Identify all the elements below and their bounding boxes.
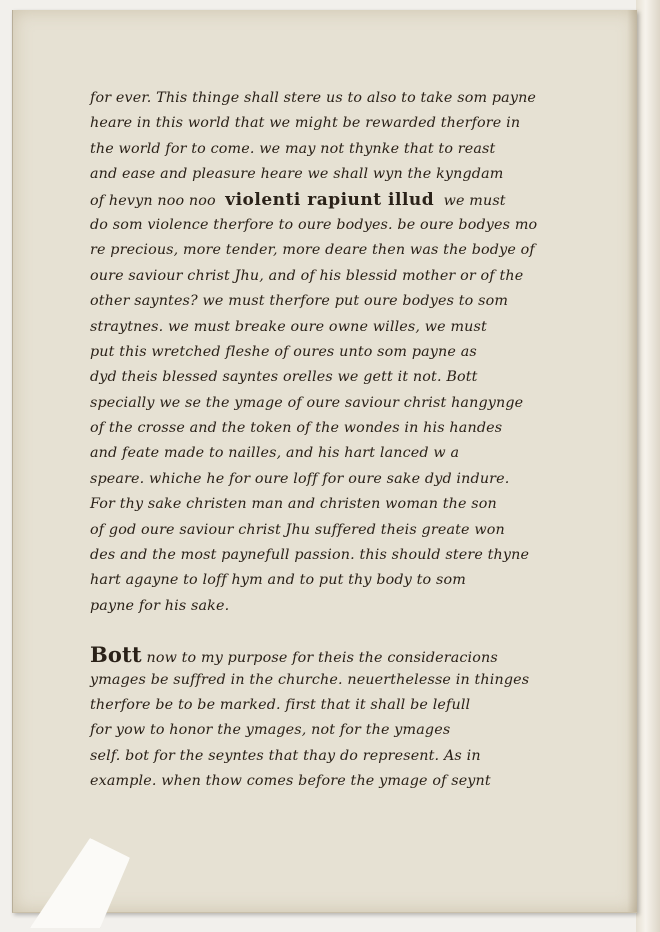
text-line: example. when thow comes before the ymage of seynt <box>90 773 491 790</box>
text-line: des and the most paynefull passion. this should stere thyne <box>90 547 530 564</box>
text-line: dyd theis blessed sayntes orelles we gett it not. Bott <box>90 369 478 386</box>
text-line-with-latin <box>90 188 590 213</box>
text-line: re precious, more tender, more deare then was the bodye of <box>90 242 535 259</box>
text-line: heare in this world that we might be rewarded therfore in <box>90 115 521 132</box>
text-line: and feate made to nailles, and his hart lanced w a <box>90 445 460 462</box>
text-line: self. bot for the seyntes that thay do represent. As in <box>90 747 481 764</box>
text-line: do som violence therfore to oure bodyes. be oure bodyes mo <box>90 216 538 233</box>
text-segment: now to my purpose for theis the consideracions <box>141 650 498 667</box>
text-line: put this wretched fleshe of oures unto som payne as <box>90 343 477 360</box>
text-line: for ever. This thinge shall stere us to also to take som payne <box>90 90 537 106</box>
paragraph-initial: Bott <box>90 642 142 668</box>
book-edge <box>636 0 660 932</box>
text-line: of god oure saviour christ Jhu suffered theis greate won <box>90 521 505 538</box>
text-line: of the crosse and the token of the wondes in his handes <box>90 420 503 437</box>
text-segment: of hevyn noo noo <box>90 192 216 209</box>
text-line: For thy sake christen man and christen woman the son <box>90 496 497 513</box>
paragraph-gap <box>90 619 590 642</box>
text-line: hart agayne to loff hym and to put thy body to som <box>90 572 466 589</box>
handwritten-text <box>90 86 590 795</box>
text-line: specially we se the ymage of oure saviour christ hangynge <box>90 394 524 411</box>
text-segment: we must <box>443 192 506 209</box>
text-line: payne for his sake. <box>90 597 230 614</box>
text-line: straytnes. we must breake oure owne willes, we must <box>90 318 487 335</box>
text-line: therfore be to be marked. first that it shall be lefull <box>90 696 471 713</box>
text-line: the world for to come. we may not thynke that to reast <box>90 140 496 157</box>
text-line: speare. whiche he for oure loff for oure sake dyd indure. <box>90 470 510 487</box>
text-line: oure saviour christ Jhu, and of his blessid mother or of the <box>90 267 524 284</box>
text-line: other sayntes? we must therfore put oure bodyes to som <box>90 293 509 310</box>
text-line: and ease and pleasure heare we shall wyn the kyngdam <box>90 166 504 183</box>
text-line: for yow to honor the ymages, not for the ymages <box>90 722 451 739</box>
text-line: ymages be suffred in the churche. neuerthelesse in thinges <box>90 671 530 688</box>
text-line-with-initial <box>90 642 590 667</box>
latin-quotation: violenti rapiunt illud <box>225 189 435 210</box>
